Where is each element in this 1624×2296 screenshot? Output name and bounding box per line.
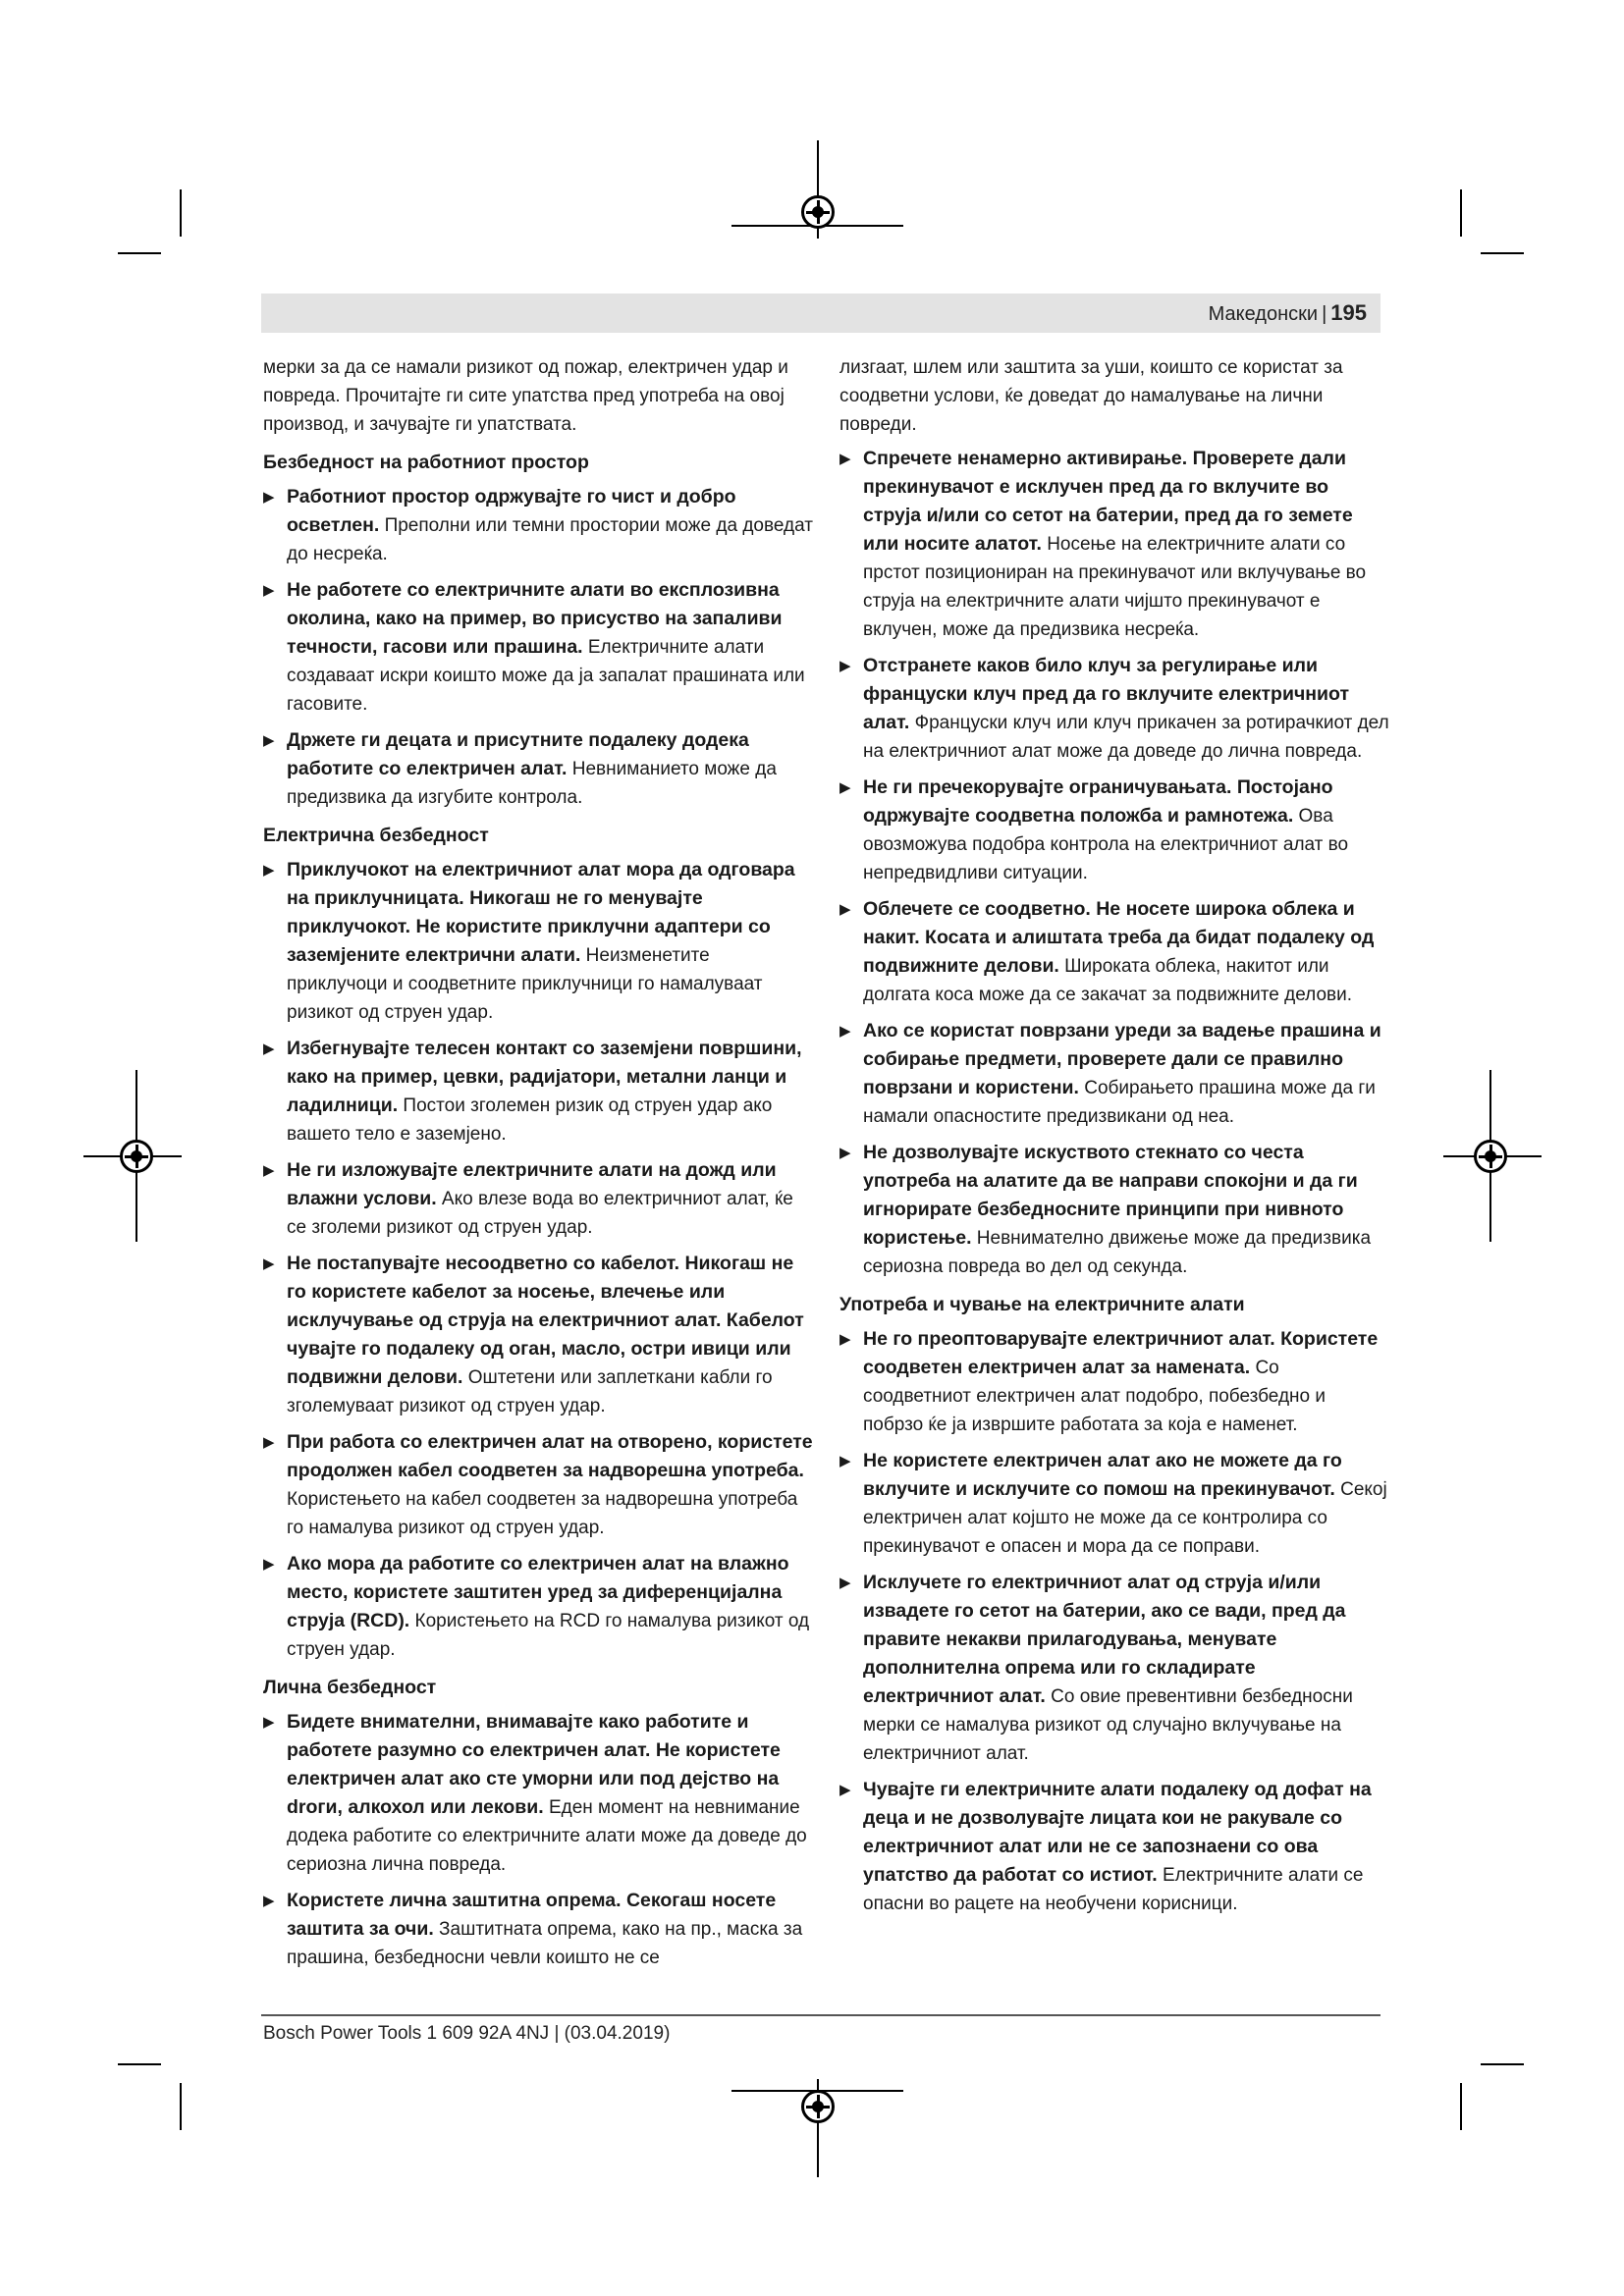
crop-mark-top-right-h	[1481, 252, 1524, 254]
list-item	[839, 1776, 1389, 1918]
list-item	[839, 1569, 1389, 1768]
bullet-icon: ▶	[263, 489, 275, 506]
crop-mark-bottom-right-h	[1481, 2063, 1524, 2065]
item-text: Ако влезе вода во електричниот алат, ќе се зголеми ризикот од струен удар.	[287, 1189, 793, 1238]
item-text: Собирањето прашина може да ги намали опасностите предизвикани од неа.	[863, 1078, 1376, 1127]
list-item	[839, 1447, 1389, 1561]
section-title: Лична безбедност	[263, 1677, 437, 1698]
item-text: Оштетени или заплеткани кабли го зголемуваат ризикот од струен удар.	[287, 1367, 773, 1416]
right-column	[839, 353, 1389, 1926]
list-item	[263, 1887, 813, 1972]
page-header	[261, 294, 1380, 333]
item-bold: Избегнувајте телесен контакт со заземјени површини, како на пример, цевки, радијатори, метални ланци и ладилници.	[287, 1038, 802, 1116]
list-item	[839, 1017, 1389, 1131]
list-item	[839, 445, 1389, 644]
item-bold: Држете ги децата и присутните подалеку додека работите со електричен алат.	[287, 729, 749, 779]
item-text: Постои зголемен ризик од струен удар ако вашето тело е заземјено.	[287, 1095, 773, 1145]
item-bold: Приклучокот на електричниот алат мора да одговара на приклучницата. Никогаш не го менувајте приклучокот. Не користите приклучни адаптери со заземјените електрични алати.	[287, 859, 795, 966]
item-bold: Ако се користат поврзани уреди за вадење прашина и собирање предмети, проверете дали се правилно поврзани и користени.	[863, 1020, 1381, 1098]
item-bold: Отстранете каков било клуч за регулирање или француски клуч пред да го вклучите електричниот алат.	[863, 655, 1350, 733]
bullet-icon: ▶	[263, 1255, 275, 1272]
item-bold: Чувајте ги електричните алати подалеку од дофат на деца и не дозволувајте лицата кои не ракувале со електричниот алат или не се запознаени со ова упатство да работат со истиот.	[863, 1779, 1372, 1886]
list-item	[263, 856, 813, 1027]
bullet-icon: ▶	[839, 779, 851, 796]
item-text: Неизменетите приклучоци и соодветните приклучници го намалуваат ризикот од струен удар.	[287, 945, 763, 1023]
list-item	[839, 1325, 1389, 1439]
crop-mark-bottom-left-h	[118, 2063, 161, 2065]
registration-target-icon	[120, 1140, 153, 1173]
bullet-icon: ▶	[839, 1575, 851, 1591]
item-text: Ова овозможува подобра контрола на електричниот алат во непредвидливи ситуации.	[863, 806, 1349, 883]
item-text: Електричните алати создаваат искри коишто може да ја запалат прашината или гасовите.	[287, 637, 805, 715]
section-title: Електрична безбедност	[263, 825, 489, 846]
item-text: Користењето на кабел соодветен за надворешна употреба го намалува ризикот од струен удар.	[287, 1489, 798, 1538]
registration-target-icon	[1474, 1140, 1507, 1173]
list-item	[839, 652, 1389, 766]
item-text: Еден момент на невнимание додека работите со електричните алати може да доведе до сериозна лична повреда.	[287, 1797, 807, 1875]
bullet-icon: ▶	[263, 1041, 275, 1057]
list-item	[263, 1156, 813, 1242]
list-item	[263, 576, 813, 719]
item-bold: Исклучете го електричниот алат од струја и/или извадете го сетот на батерии, ако се вади, пред да правите некакви прилагодувања, менувате дополнителна опрема или го складирате електричниот алат.	[863, 1572, 1346, 1707]
item-bold: Не работете со електричните алати во експлозивна околина, како на пример, во присуство на запаливи течности, гасови или прашина.	[287, 579, 783, 658]
section-title: Употреба и чување на електричните алати	[839, 1294, 1245, 1315]
crop-mark-top-right-v	[1460, 189, 1462, 237]
item-bold: Спречете ненамерно активирање. Проверете дали прекинувачот е исклучен пред да го вклучите во струја и/или со сетот на батерии, пред да го земете или носите алатот.	[863, 448, 1353, 555]
page-number: 195	[1330, 300, 1367, 325]
crop-mark-top-left-v	[180, 189, 182, 237]
item-text: Електричните алати се опасни во рацете на необучени корисници.	[863, 1865, 1364, 1914]
item-text: Широката облека, накитот или долгата коса може да се закачат за подвижните делови.	[863, 956, 1353, 1005]
bullet-icon: ▶	[839, 1331, 851, 1348]
list-item	[263, 1428, 813, 1542]
header-text	[1209, 300, 1367, 326]
intro-paragraph: мерки за да се намали ризикот од пожар, електричен удар и повреда. Прочитајте ги сите упатства пред употреба на овој производ, и зачувајте ги упатствата.	[263, 357, 788, 435]
bullet-icon: ▶	[839, 451, 851, 467]
item-text: Користењето на RCD го намалува ризикот од струен удар.	[287, 1611, 810, 1660]
item-bold: Ако мора да работите со електричен алат на влажно место, користете заштитен уред за диференцијална струја (RCD).	[287, 1553, 789, 1631]
footer-text: Bosch Power Tools 1 609 92A 4NJ | (03.04.2019)	[263, 2023, 671, 2044]
item-bold: Не постапувајте несоодветно со кабелот. Никогаш не го користете кабелот за носење, влечење или исклучување од струја на електричниот алат. Кабелот чувајте го подалеку од оган, масло, остри ивици или подвижни делови.	[287, 1253, 804, 1388]
item-text: Преполни или темни простории може да доведат до несреќа.	[287, 515, 813, 564]
bullet-icon: ▶	[263, 1556, 275, 1573]
bullet-icon: ▶	[263, 1714, 275, 1731]
bullet-icon: ▶	[263, 732, 275, 749]
list-item	[839, 895, 1389, 1009]
item-text: Со овие превентивни безбедносни мерки се намалува ризикот од случајно вклучување на електричниот алат.	[863, 1686, 1353, 1764]
bullet-icon: ▶	[263, 862, 275, 879]
list-item	[839, 774, 1389, 887]
item-bold: Користете лична заштитна опрема. Секогаш носете заштита за очи.	[287, 1890, 777, 1940]
item-bold: Облечете се соодветно. Не носете широка облека и накит. Косата и алиштата треба да бидат подалеку од подвижните делови.	[863, 898, 1375, 977]
bullet-icon: ▶	[839, 1782, 851, 1798]
item-bold: Не ги изложувајте електричните алати на дожд или влажни услови.	[287, 1159, 777, 1209]
list-item	[263, 1250, 813, 1420]
header-language: Македонски	[1208, 303, 1319, 325]
crop-mark-bottom-left-v	[180, 2083, 182, 2130]
item-text: Заштитната опрема, како на пр., маска за прашина, безбедносни чевли коишто не се	[287, 1919, 803, 1968]
bullet-icon: ▶	[839, 1023, 851, 1040]
left-column	[263, 353, 813, 1980]
registration-target-icon	[801, 2090, 835, 2123]
list-item	[839, 1139, 1389, 1281]
section-title: Безбедност на работниот простор	[263, 452, 589, 473]
bullet-icon: ▶	[263, 1162, 275, 1179]
crop-mark-top-left-h	[118, 252, 161, 254]
item-text: Носење на електричните алати со прстот позициониран на прекинувачот или вклучување во струја на електричните алати чијшто прекинувачот е вклучен, може да предизвика несреќа.	[863, 534, 1367, 640]
bullet-icon: ▶	[839, 1453, 851, 1469]
list-item	[263, 726, 813, 812]
bullet-icon: ▶	[839, 901, 851, 918]
item-bold: Не го преоптоварувајте електричниот алат. Користете соодветен електричен алат за намената.	[863, 1328, 1379, 1378]
list-item	[263, 1708, 813, 1879]
bullet-icon: ▶	[839, 1145, 851, 1161]
registration-target-icon	[801, 195, 835, 229]
item-bold: Не користете електричен алат ако не можете да го вклучите и исклучите со помош на прекинувачот.	[863, 1450, 1342, 1500]
item-text: Невнимателно движење може да предизвика сериозна повреда во дел од секунда.	[863, 1228, 1372, 1277]
item-bold: Бидете внимателни, внимавајте како работите и работете разумно со електричен алат. Не користете електричен алат ако сте уморни или под дејство на droги, алкохол или лекови.	[287, 1711, 781, 1818]
item-bold: Не дозволувајте искуството стекнато со честа употреба на алатите да ве направи спокојни и да ги игнорирате безбедносните принципи при нивното користење.	[863, 1142, 1358, 1249]
item-bold: При работа со електричен алат на отворено, користете продолжен кабел соодветен за надворешна употреба.	[287, 1431, 813, 1481]
item-text: Со соодветниот електричен алат подобро, побезбедно и побрзо ќе ја извршите работата за која е наменет.	[863, 1358, 1326, 1435]
footer-rule	[261, 2014, 1380, 2016]
header-separator: |	[1322, 303, 1327, 325]
item-text: Француски клуч или клуч прикачен за ротирачкиот дел на електричниот алат може да доведе до лична повреда.	[863, 713, 1389, 762]
bullet-icon: ▶	[839, 658, 851, 674]
list-item	[263, 483, 813, 568]
bullet-icon: ▶	[263, 1434, 275, 1451]
bullet-icon: ▶	[263, 582, 275, 599]
list-item	[263, 1035, 813, 1148]
crop-mark-bottom-right-v	[1460, 2083, 1462, 2130]
item-text: Секој електричен алат којшто не може да се контролира со прекинувачот е опасен и мора да се поправи.	[863, 1479, 1387, 1557]
bullet-icon: ▶	[263, 1893, 275, 1909]
item-text: Невниманието може да предизвика да изгубите контрола.	[287, 759, 777, 808]
item-bold: Работниот простор одржувајте го чист и добро осветлен.	[287, 486, 736, 536]
intro-paragraph: лизгаат, шлем или заштита за уши, коишто се користат за соодветни услови, ќе доведат до намалување на лични повреди.	[839, 357, 1343, 435]
list-item	[263, 1550, 813, 1664]
item-bold: Не ги пречекорувајте ограничувањата. Постојано одржувајте соодветна положба и рамнотежа.	[863, 776, 1333, 827]
